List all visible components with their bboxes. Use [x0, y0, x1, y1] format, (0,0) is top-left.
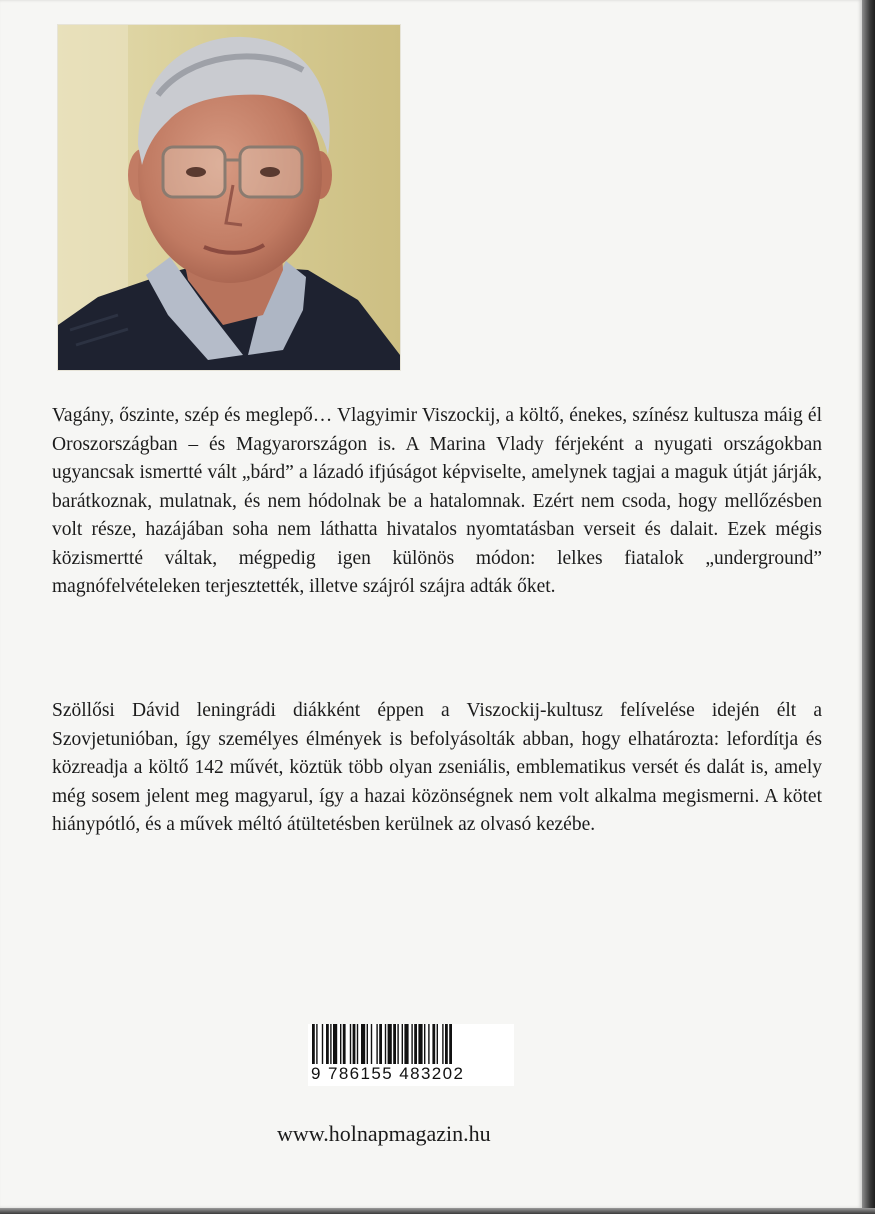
publisher-website: www.holnapmagazin.hu	[277, 1121, 491, 1146]
isbn-barcode	[308, 1024, 514, 1086]
cover-bottom-edge	[0, 1208, 875, 1214]
cover-right-edge	[862, 0, 875, 1214]
description-paragraph-2: Szöllősi Dávid leningrádi diákként éppen a Viszockij-kultusz felívelése idején élt a Szovjetunióban, így személyes élmények is befolyásolták abban, hogy elhatározta: lefordítja és közreadja a költő 142 művét, köztük több olyan zseniális, emblematikus versét és dalát is, amely még sosem jelent meg magyarul, így a hazai közönségnek nem volt alkalma megismerni. A kötet hiánypótló, és a művek méltó átültetésben kerülnek az olvasó kezébe.	[52, 700, 822, 835]
barcode-number: 9 786155 483202	[311, 1064, 465, 1083]
description-paragraph-1: Vagány, őszinte, szép és meglepő… Vlagyimir Viszockij, a költő, énekes, színész kultusza máig él Oroszországban – és Magyarországon is. A Marina Vlady férjeként a nyugati országokban ugyancsak ismertté vált „bárd” a lázadó ifjúságot képviselte, amelynek tagjai a maguk útját járják, barátkoznak, mulatnak, és nem hódolnak be a hatalomnak. Ezért nem csoda, hogy mellőzésben volt része, hazájában soha nem láthatta hivatalos nyomtatásban verseit és dalait. Ezek mégis közismertté váltak, mégpedig igen különös módon: lelkes fiatalok „underground” magnófelvételeken terjesztették, illetve szájról szájra adták őket.	[52, 405, 822, 597]
barcode-bars	[308, 1024, 514, 1066]
author-portrait-photo	[58, 25, 400, 370]
